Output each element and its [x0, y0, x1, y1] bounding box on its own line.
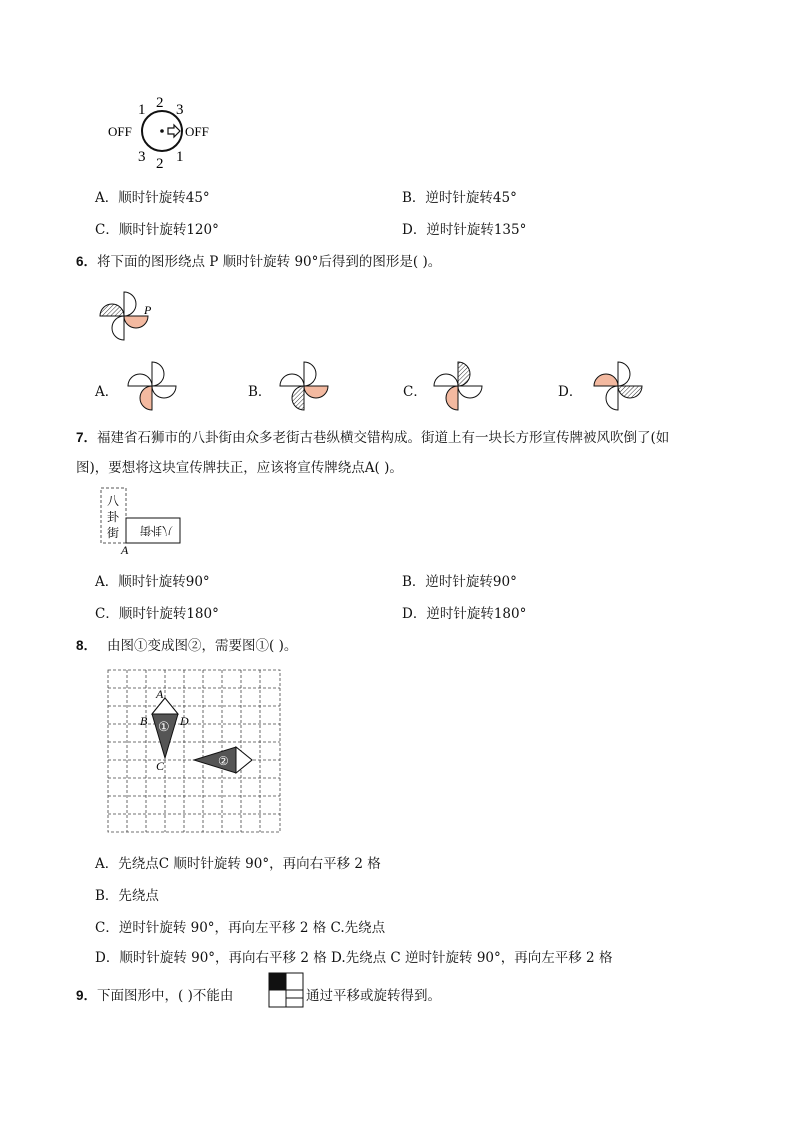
- q8-text: 由图①变成图②，需要图①( )。: [107, 638, 298, 654]
- q7-option-a[interactable]: A．顺时针旋转90°: [95, 574, 210, 590]
- grid-label-b: B: [140, 714, 148, 728]
- q6-option-b-figure[interactable]: [276, 358, 332, 414]
- grid-figure: [106, 668, 284, 836]
- q7-option-c[interactable]: C．顺时针旋转180°: [95, 606, 219, 622]
- q6-option-a-label[interactable]: A．: [95, 384, 119, 400]
- q5-option-c[interactable]: C．顺时针旋转120°: [95, 222, 219, 238]
- fig2-label: ②: [218, 754, 229, 768]
- sign-char-1: 八: [107, 494, 120, 508]
- q8-option-d[interactable]: D．顺时针旋转 90°，再向右平移 2 格 D.先绕点 C 逆时针旋转 90°，再向左平移 2 格: [95, 950, 613, 966]
- svg-text:八卦街: 八卦街: [140, 524, 173, 536]
- q7-option-d[interactable]: D．逆时针旋转180°: [402, 606, 527, 622]
- grid-label-a: A: [156, 687, 164, 701]
- q7-number: 7．: [76, 430, 98, 445]
- switch-top-3: 3: [176, 102, 184, 118]
- q6-point-p: P: [144, 303, 152, 317]
- q9-pattern-figure: [268, 972, 304, 1008]
- switch-bottom-1: 1: [176, 149, 184, 165]
- q8-number: 8．: [76, 638, 98, 653]
- q6-option-c-label[interactable]: C．: [403, 384, 427, 400]
- fig1-label: ①: [158, 719, 170, 734]
- q6-option-a-figure[interactable]: [124, 358, 180, 414]
- grid-label-d: D: [180, 714, 189, 728]
- switch-figure: [100, 90, 230, 170]
- sign-figure: [96, 484, 196, 558]
- switch-bottom-3: 3: [138, 149, 146, 165]
- sign-char-3: 街: [107, 526, 120, 540]
- switch-off-right: OFF: [185, 124, 209, 139]
- q6-option-d-figure[interactable]: [590, 358, 646, 414]
- q7-text-line2: 图)，要想将这块宣传牌扶正，应该将宣传牌绕点A( )。: [76, 460, 403, 476]
- q9-text-before: 下面图形中，( )不能由: [97, 988, 234, 1004]
- sign-char-2: 卦: [107, 510, 120, 524]
- q8-option-c[interactable]: C．逆时针旋转 90°，再向左平移 2 格 C.先绕点: [95, 920, 386, 936]
- q6-text: 将下面的图形绕点 P 顺时针旋转 90°后得到的图形是( )。: [97, 254, 442, 270]
- q5-option-a[interactable]: A．顺时针旋转45°: [95, 190, 210, 206]
- q8-option-a[interactable]: A．先绕点C 顺时针旋转 90°，再向右平移 2 格: [95, 856, 381, 872]
- q7-point-a: A: [121, 543, 129, 557]
- q9-number: 9．: [76, 988, 98, 1003]
- switch-off-left: OFF: [108, 124, 132, 139]
- pinwheel-original: [98, 290, 168, 350]
- q6-number: 6．: [76, 254, 98, 269]
- q7-option-b[interactable]: B．逆时针旋转90°: [402, 574, 517, 590]
- switch-bottom-2: 2: [156, 156, 164, 170]
- switch-top-2: 2: [156, 95, 164, 111]
- q5-option-d[interactable]: D．逆时针旋转135°: [402, 222, 527, 238]
- switch-top-1: 1: [138, 102, 146, 118]
- q8-option-b[interactable]: B．先绕点: [95, 888, 159, 904]
- q9-text-after: 通过平移或旋转得到。: [306, 988, 441, 1004]
- q6-option-c-figure[interactable]: [430, 358, 486, 414]
- q6-option-b-label[interactable]: B．: [248, 384, 272, 400]
- q7-text-line1: 福建省石狮市的八卦街由众多老街古巷纵横交错构成。街道上有一块长方形宣传牌被风吹倒了(如: [97, 430, 670, 446]
- q6-option-d-label[interactable]: D．: [558, 384, 583, 400]
- q5-option-b[interactable]: B．逆时针旋转45°: [402, 190, 517, 206]
- grid-label-c: C: [156, 759, 165, 773]
